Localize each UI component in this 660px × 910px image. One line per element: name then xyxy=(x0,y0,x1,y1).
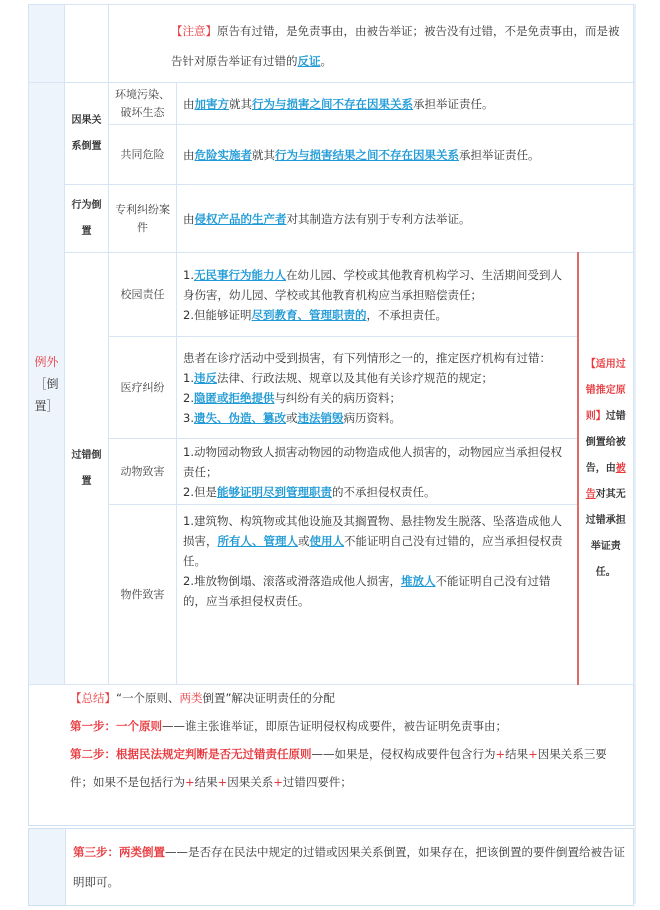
row-label-danger: 共同危险 xyxy=(109,125,177,185)
section-causal: 因果关系倒置 xyxy=(65,83,109,185)
summary-title: 【总结】“一个原则、两类倒置”解决证明责任的分配 xyxy=(70,691,335,705)
note-tag: 【注意】 xyxy=(171,23,217,38)
row-label-school: 校园责任 xyxy=(109,253,177,337)
section-fault: 过错倒置 xyxy=(65,253,109,685)
exception-table xyxy=(28,4,634,685)
row-content-danger: 由危险实施者就其行为与损害结果之间不存在因果关系承担举证责任。 xyxy=(177,125,634,185)
step-3-panel xyxy=(28,828,634,906)
side-note: 【适用过错推定原则】过错倒置给被告，由被告对其无过错承担举证责任。 xyxy=(578,253,634,685)
row-content-patent: 由侵权产品的生产者对其制造方法有别于专利方法举证。 xyxy=(177,185,634,253)
row-label-patent: 专利纠纷案件 xyxy=(109,185,177,253)
row-content-env: 由加害方就其行为与损害之间不存在因果关系承担举证责任。 xyxy=(177,83,634,125)
row-label-env: 环境污染、破坏生态 xyxy=(109,83,177,125)
row-content-animal: 1.动物园动物致人损害动物园的动物造成他人损害的，动物园应当承担侵权责任； 2.但是能够证明尽到管理职责的不承担侵权责任。 xyxy=(177,439,578,505)
right-border xyxy=(634,4,636,904)
row-label-object: 物件致害 xyxy=(109,505,177,685)
step-1: 第一步：一个原则——谁主张谁举证，即原告证明侵权构成要件，被告证明免责事由； xyxy=(70,719,507,733)
row-content-object: 1.建筑物、构筑物或其他设施及其搁置物、悬挂物发生脱落、坠落造成他人损害，所有人、管理人或使用人不能证明自己没有过错的，应当承担侵权责任。 2.堆放物倒塌、滚落或滑落造成他人损害，堆放人不能证明自己没有过错的，应当承担侵权责任。 xyxy=(177,505,578,685)
note-cell: 【注意】原告有过错，是免责事由，由被告举证；被告没有过错，不是免责事由，而是被告针对原告举证有过错的反证。 xyxy=(109,5,634,83)
step-3: 第三步：两类倒置——是否存在民法中规定的过错或因果关系倒置，如果存在，把该倒置的要件倒置给被告证明即可。 xyxy=(73,845,625,889)
note-text: 原告有过错，是免责事由，由被告举证；被告没有过错，不是免责事由，而是被告针对原告举证有过错的 xyxy=(171,23,620,68)
exception-label-cell xyxy=(29,83,65,685)
row-label-medical: 医疗纠纷 xyxy=(109,337,177,439)
exception-label: 例外 ［倒 置］ xyxy=(34,354,59,413)
summary-section xyxy=(64,684,632,796)
row-content-medical: 患者在诊疗活动中受到损害，有下列情形之一的，推定医疗机构有过错： 1.违反法律、行政法规、规章以及其他有关诊疗规范的规定； 2.隐匿或拒绝提供与纠纷有关的病历资料； 3.遗失、伪造、篡改或违法销毁病历资料。 xyxy=(177,337,578,439)
rebuttal-link[interactable]: 反证 xyxy=(297,53,321,68)
section-act: 行为倒置 xyxy=(65,185,109,253)
row-content-school: 1.无民事行为能力人在幼儿园、学校或其他教育机构学习、生活期间受到人身伤害，幼儿园、学校或其他教育机构应当承担赔偿责任； 2.但能够证明尽到教育、管理职责的，不承担责任。 xyxy=(177,253,578,337)
step-2: 第二步：根据民法规定判断是否无过错责任原则——如果是，侵权构成要件包含行为+结果+因果关系三要件；如果不是包括行为+结果+因果关系+过错四要件； xyxy=(70,747,607,789)
row-label-animal: 动物致害 xyxy=(109,439,177,505)
